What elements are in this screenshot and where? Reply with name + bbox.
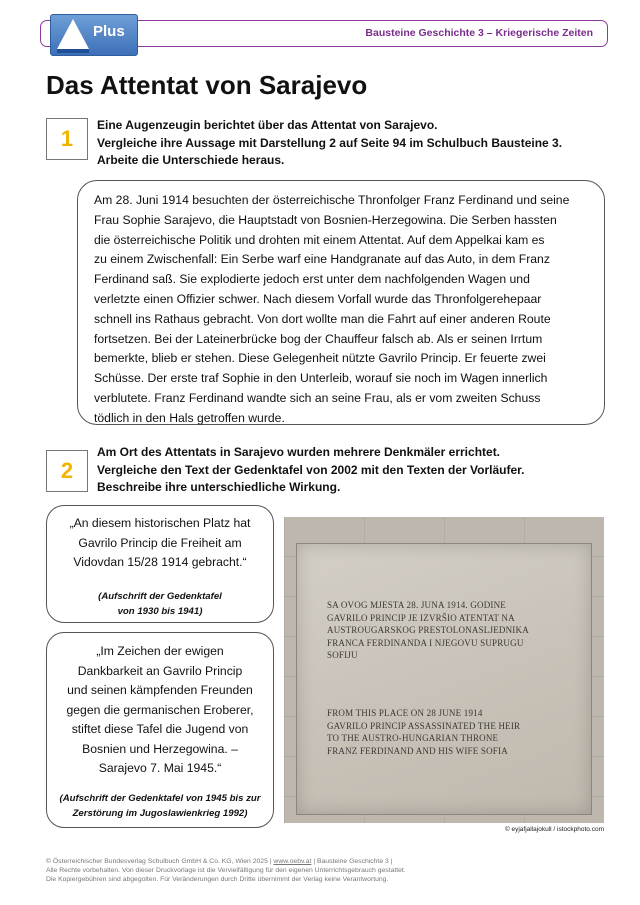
task-2-instructions (97, 444, 597, 497)
task-number-1: 1 (46, 118, 88, 160)
task-2-line: Vergleiche den Text der Gedenktafel von 2002 mit den Texten der Vorläufer. (97, 462, 525, 477)
logo-triangle-icon (57, 19, 89, 49)
quote-caption: von 1930 bis 1941) (117, 605, 203, 617)
footer-copyright: © Österreichischer Bundesverlag Schulbuch GmbH & Co. KG, Wien 2025 | (46, 858, 274, 865)
plaque-text-english (327, 707, 577, 757)
footer-line-2: Alle Rechte vorbehalten. Von dieser Druckvorlage ist die Vervielfältigung für den eigenen Unterrichtsgebrauch gestattet. (46, 867, 406, 874)
quote-caption: Zerstörung im Jugoslawienkrieg 1992) (72, 807, 248, 819)
plaque-text-serbian (327, 599, 577, 662)
quote-line: stiftet diese Tafel die Jugend von (71, 722, 249, 736)
quote-line: Vidovdan 15/28 1914 gebracht.“ (73, 555, 247, 569)
task-1-instructions (97, 117, 597, 170)
memorial-plaque (296, 543, 592, 815)
report-line: die österreichische Politik und drohten mit einem Attentat. Auf dem Appelkai kam es (94, 232, 545, 247)
report-line: zu einem Zwischenfall: Ein Serbe warf eine Handgranate auf das Auto, in dem Franz (94, 252, 550, 267)
plaque-line: GAVRILO PRINCIP JE IZVRŠIO ATENTAT NA (327, 612, 515, 623)
quote-line: gegen die germanischen Eroberer, (66, 702, 254, 717)
report-line: verletzte einen Offizier schwer. Nach diesem Vorfall wurde das Thronfolgerehepaar (94, 291, 542, 306)
logo-text: Plus (93, 23, 125, 40)
memorial-plaque-photo (284, 517, 604, 823)
footer-line-1 (46, 857, 606, 866)
report-line: Frau Sophie Sarajevo, die Hauptstadt von Bosnien-Herzegowina. Die Serben hassten (94, 212, 557, 227)
series-title: Bausteine Geschichte 3 – Kriegerische Zeiten (365, 27, 593, 39)
plaque-line: FROM THIS PLACE ON 28 JUNE 1914 (327, 708, 483, 718)
quote-caption: (Aufschrift der Gedenktafel von 1945 bis zur (59, 792, 261, 804)
plaque-line: TO THE AUSTRO-HUNGARIAN THRONE (327, 733, 499, 743)
footer-book-title: | Bausteine Geschichte 3 | (311, 858, 393, 865)
quote-card-1945 (46, 632, 274, 828)
quote-line: Bosnien und Herzegowina. – (82, 741, 238, 756)
task-1-line: Vergleiche ihre Aussage mit Darstellung 2 auf Seite 94 im Schulbuch Bausteine 3. (97, 135, 563, 150)
report-line: Schüsse. Der erste traf Sophie in den Unterleib, worauf sie noch im Wagen innerlich (94, 371, 548, 386)
logo-bar-icon (57, 49, 89, 53)
report-line: verblutete. Franz Ferdinand wandte sich an seine Frau, als er vom zweiten Schuss (94, 390, 541, 405)
plaque-line: AUSTROUGARSKOG PRESTOLONASLJEDNIKA (327, 625, 529, 635)
quote-line: „An diesem historischen Platz hat (69, 516, 251, 530)
footer (46, 857, 606, 884)
report-line: schnell ins Rathaus gebracht. Von dort wollte man die Fahrt auf einer anderen Route (94, 311, 551, 326)
task-2-line: Am Ort des Attentats in Sarajevo wurden mehrere Denkmäler errichtet. (97, 445, 501, 459)
photo-credit: © eyjafjallajokull / istockphoto.com (504, 826, 604, 833)
eyewitness-report (77, 180, 605, 425)
task-1-line: Eine Augenzeugin berichtet über das Attentat von Sarajevo. (97, 118, 438, 132)
report-line: Ferdinand saß. Sie explodierte jedoch erst unter dem nachfolgenden Wagen und (94, 272, 530, 287)
quote-card-1930 (46, 505, 274, 623)
quote-line: „Im Zeichen der ewigen (96, 644, 224, 658)
report-line: tödlich in den Hals getroffen wurde. (94, 410, 285, 425)
quote-line: Gavrilo Princip die Freiheit am (78, 535, 242, 550)
quote-line: Sarajevo 7. Mai 1945.“ (98, 761, 222, 775)
publisher-link[interactable]: www.oebv.at (273, 858, 312, 865)
report-line: fortsetzen. Bei der Lateinerbrücke bog der Chauffeur falsch ab. Als er seinen Irrtum (94, 331, 543, 346)
footer-line-3: Die Kopiergebühren sind abgegolten. Für Veränderungen durch Dritte übernimmt der Verlag keine Verantwortung. (46, 876, 389, 883)
task-number-2: 2 (46, 450, 88, 492)
quote-line: Dankbarkeit an Gavrilo Princip (77, 663, 243, 678)
plaque-line: GAVRILO PRINCIP ASSASSINATED THE HEIR (327, 720, 521, 731)
plaque-line: FRANCA FERDINANDA I NJEGOVU SUPRUGU (327, 637, 524, 648)
quote-line: und seinen kämpfenden Freunden (67, 683, 253, 697)
publisher-logo (50, 14, 138, 56)
report-line: Am 28. Juni 1914 besuchten der österreichische Thronfolger Franz Ferdinand und seine (94, 193, 570, 207)
plaque-line: SOFIJU (327, 650, 358, 660)
plaque-line: SA OVOG MJESTA 28. JUNA 1914. GODINE (327, 600, 506, 610)
report-line: bemerkte, blieb er stehen. Diese Gelegenheit nützte Gavrilo Princip. Er feuerte zwei (94, 351, 546, 366)
page-title: Das Attentat von Sarajevo (46, 70, 368, 100)
task-1-line: Arbeite die Unterschiede heraus. (97, 153, 285, 167)
plaque-line: FRANZ FERDINAND AND HIS WIFE SOFIA (327, 745, 508, 756)
quote-caption: (Aufschrift der Gedenktafel (98, 590, 222, 602)
task-2-line: Beschreibe ihre unterschiedliche Wirkung. (97, 480, 341, 494)
